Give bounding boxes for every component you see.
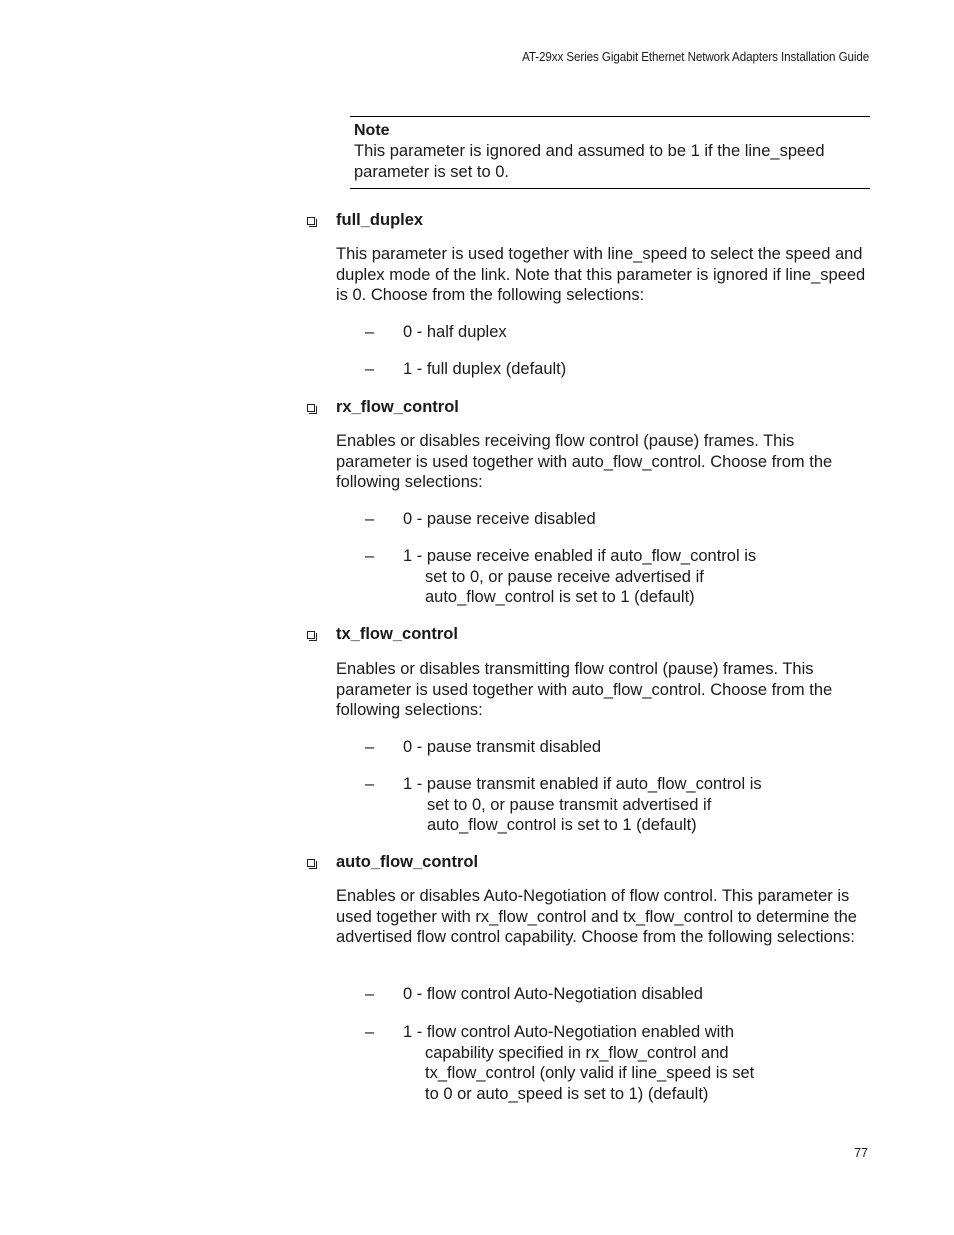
checkbox-bullet-icon (307, 217, 315, 225)
note-title: Note (354, 122, 390, 139)
param-name: full_duplex (336, 211, 424, 229)
param-rx-flow-control: rx_flow_control Enables or disables receiving flow control (pause) frames. This parameter is used together with auto_flow_control. Choose from the following selections: – 0 - pause receive disabled – 1 - pause receive enabled if auto_flow_control is set to 0, or pause receive advertised if auto_flow_control is set to 1 (default) (306, 397, 870, 417)
note-box (350, 116, 870, 189)
note-body: This parameter is ignored and assumed to be 1 if the line_speed parameter is set to 0. (354, 142, 825, 181)
running-header: AT-29xx Series Gigabit Ethernet Network Adapters Installation Guide (521, 50, 869, 64)
param-description: Enables or disables Auto-Negotiation of flow control. This parameter is used together with rx_flow_control and tx_flow_control to determine the advertised flow control capability. Choose from the following selections: (336, 887, 857, 946)
param-description: Enables or disables transmitting flow control (pause) frames. This parameter is used together with auto_flow_control. Choose from the following selections: (336, 660, 833, 719)
param-description: This parameter is used together with line_speed to select the speed and duplex mode of the link. Note that this parameter is ignored if line_speed is 0. Choose from the following selections: (336, 245, 866, 304)
param-name: rx_flow_control (336, 398, 459, 416)
checkbox-bullet-icon (307, 859, 315, 867)
page-number: 77 (854, 1146, 868, 1160)
param-auto-flow-control: auto_flow_control Enables or disables Auto-Negotiation of flow control. This parameter is used together with rx_flow_control and tx_flow_control to determine the advertised flow control capability. Choose from the following selections: – 0 - flow control Auto-Negotiation disabled – 1 - flow control Auto-Negotiation enabled with capability specified in rx_flow_control and tx_flow_control (only valid if line_speed is set to 0 or auto_speed is set to 1) (default) (306, 852, 870, 872)
checkbox-bullet-icon (307, 404, 315, 412)
param-description: Enables or disables receiving flow control (pause) frames. This parameter is used together with auto_flow_control. Choose from the following selections: (336, 432, 833, 491)
param-name: auto_flow_control (336, 853, 479, 871)
param-name: tx_flow_control (336, 625, 458, 643)
param-tx-flow-control: tx_flow_control Enables or disables transmitting flow control (pause) frames. This parameter is used together with auto_flow_control. Choose from the following selections: – 0 - pause transmit disabled – 1 - pause transmit enabled if auto_flow_control is set to 0, or pause transmit advertised if auto_flow_control is set to 1 (default) (306, 624, 870, 644)
checkbox-bullet-icon (307, 631, 315, 639)
param-full-duplex: full_duplex This parameter is used together with line_speed to select the speed and duplex mode of the link. Note that this parameter is ignored if line_speed is 0. Choose from the following selections: – 0 - half duplex – 1 - full duplex (default) (306, 210, 870, 230)
